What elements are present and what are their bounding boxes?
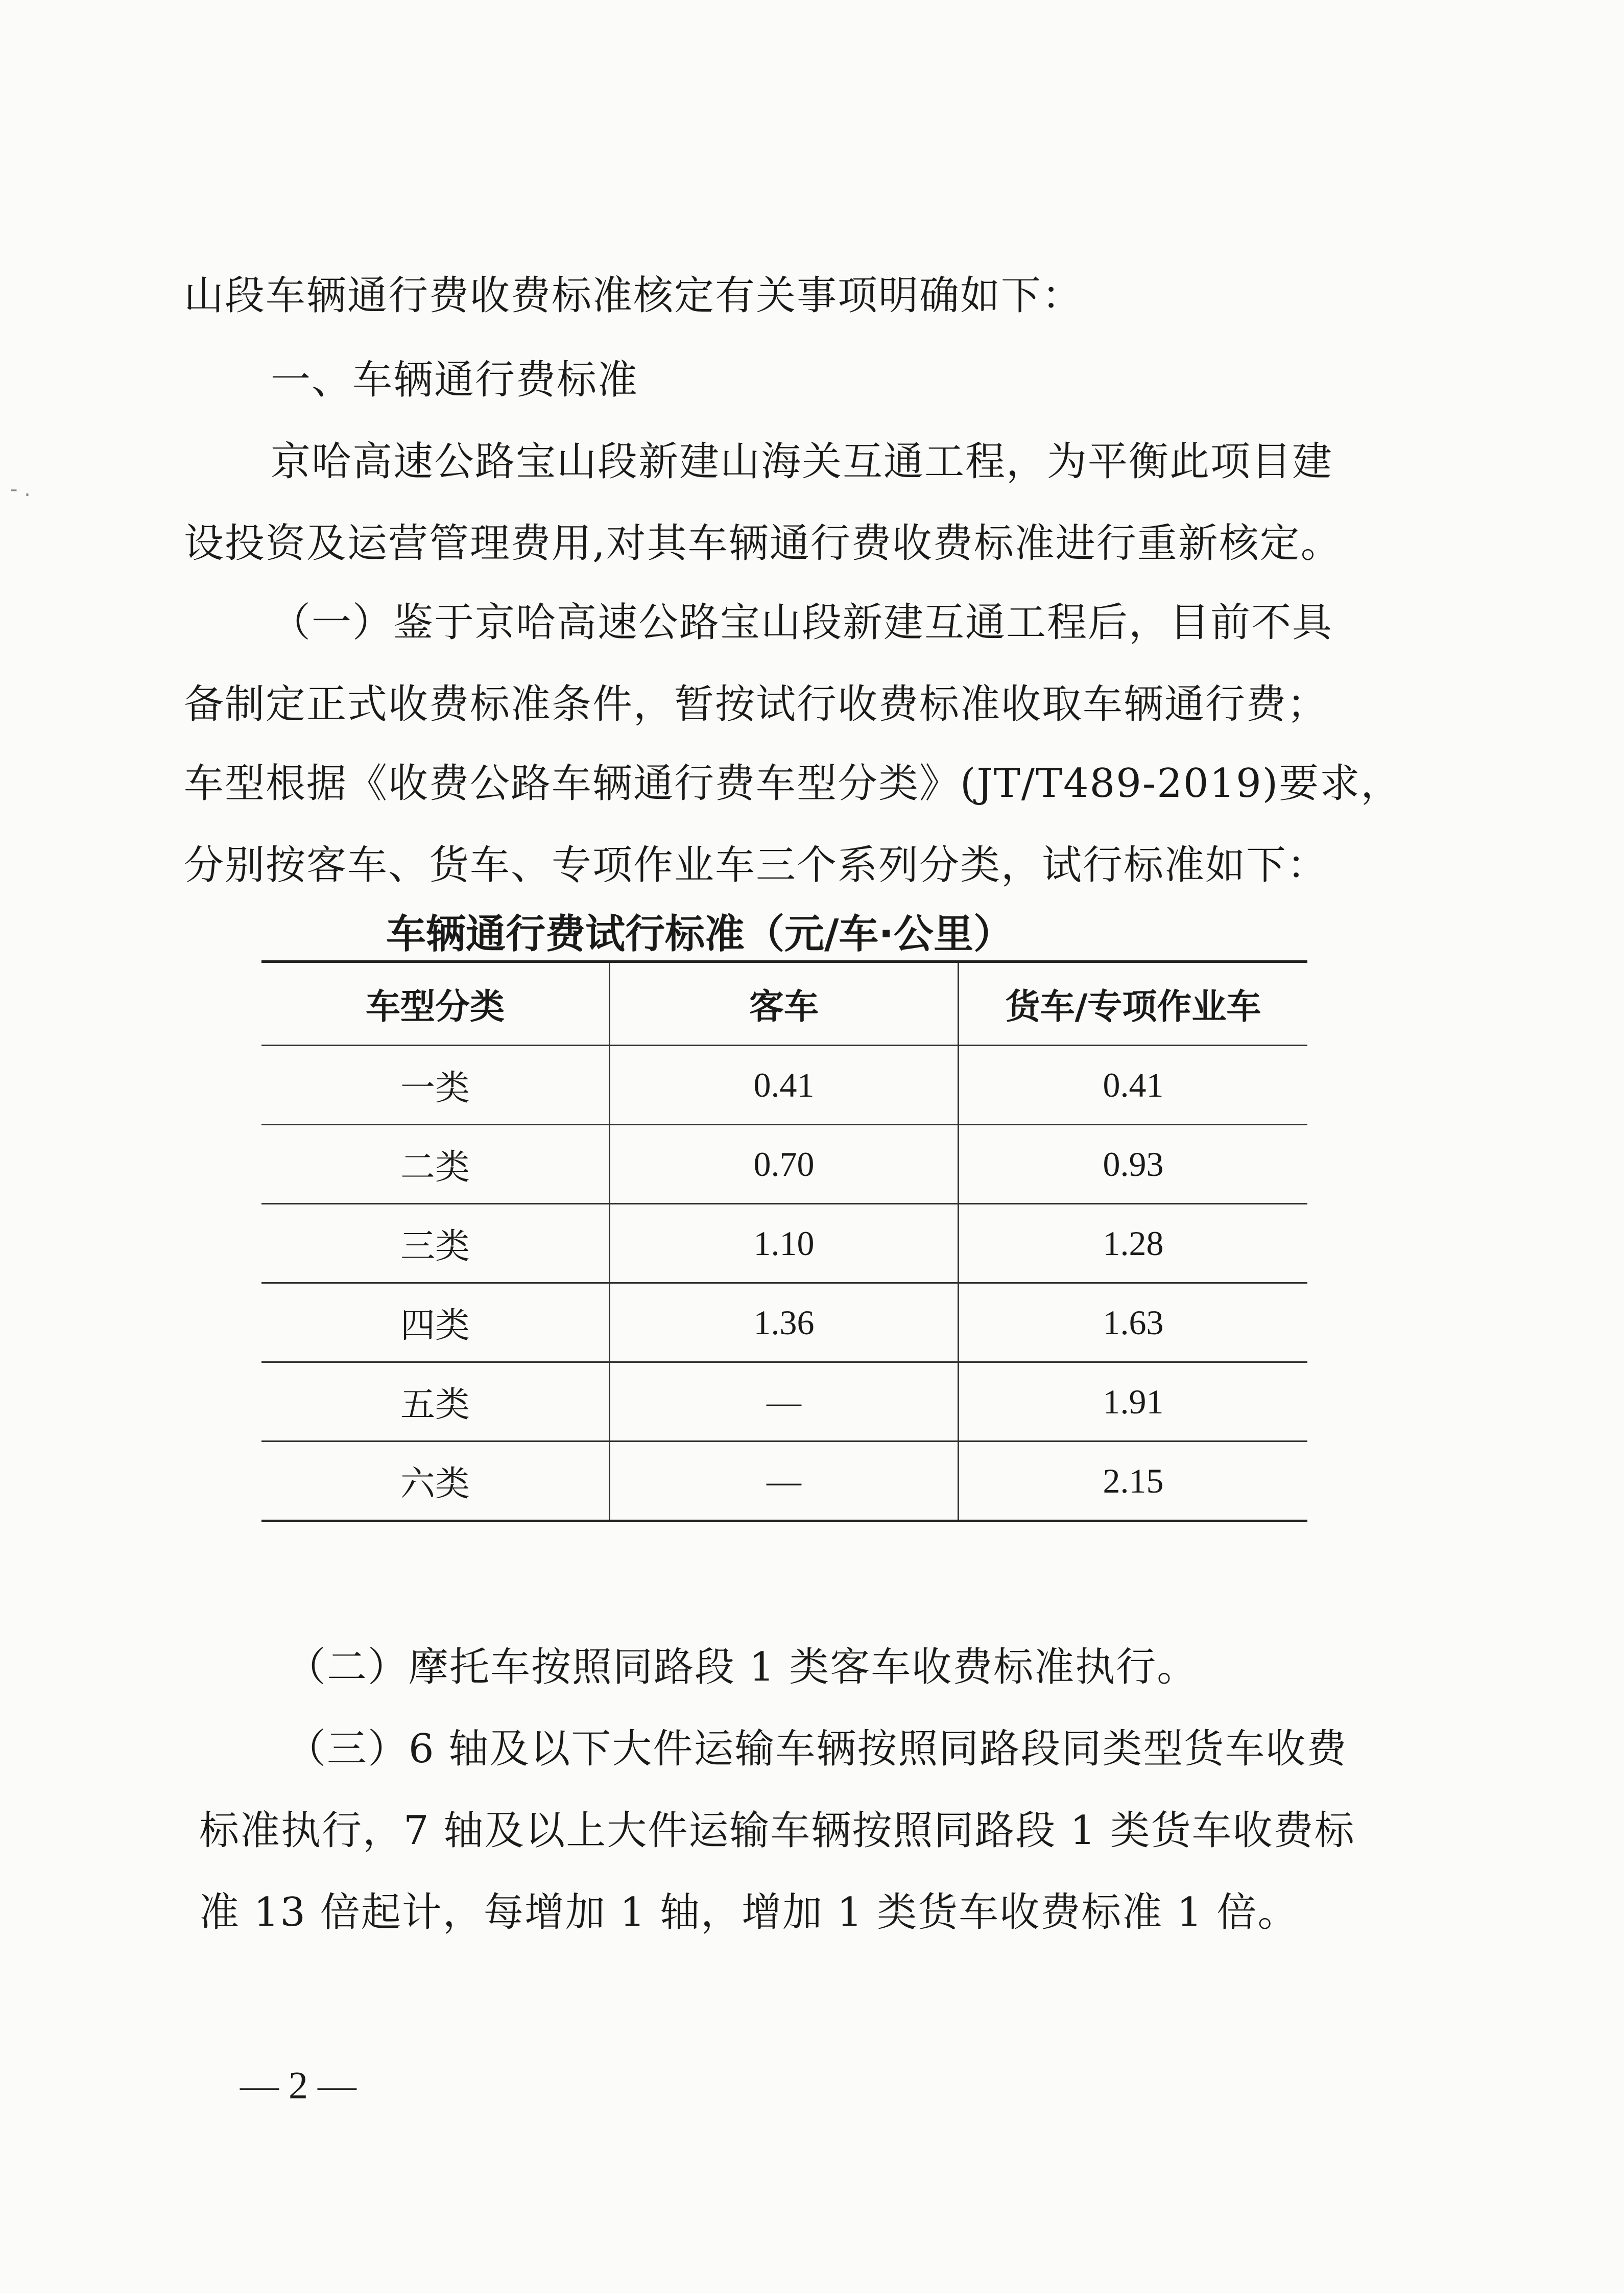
cell-truck: 0.93 (959, 1125, 1308, 1204)
paragraph-line-7: 车型根据《收费公路车辆通行费车型分类》(JT/T489-2019)要求， (184, 761, 1402, 807)
paragraph-line-8: 分别按客车、货车、专项作业车三个系列分类，试行标准如下： (184, 842, 1328, 888)
cell-class: 二类 (261, 1125, 610, 1204)
table-row (261, 1204, 1307, 1283)
cell-class: 三类 (261, 1204, 610, 1283)
cell-truck: 1.28 (959, 1204, 1308, 1283)
table-row (261, 1046, 1307, 1125)
cell-class: 四类 (261, 1283, 610, 1362)
cell-class: 六类 (261, 1441, 610, 1521)
fee-table (261, 960, 1307, 1522)
paragraph-line-4: 设投资及运营管理费用,对其车辆通行费收费标准进行重新核定。 (184, 521, 1342, 566)
table-header-row (261, 962, 1307, 1046)
scan-mark: - . (10, 478, 31, 501)
table-row (261, 1125, 1307, 1204)
cell-class: 五类 (261, 1362, 610, 1441)
paragraph-line-5: （一）鉴于京哈高速公路宝山段新建互通工程后，目前不具 (271, 600, 1333, 646)
paragraph-line-3: 京哈高速公路宝山段新建山海关互通工程，为平衡此项目建 (271, 439, 1333, 485)
table-row (261, 1441, 1307, 1521)
cell-truck: 2.15 (959, 1441, 1308, 1521)
cell-truck: 0.41 (959, 1046, 1308, 1125)
cell-passenger: — (610, 1362, 959, 1441)
header-passenger: 客车 (610, 962, 959, 1046)
cell-class: 一类 (261, 1046, 610, 1125)
cell-passenger: 1.36 (610, 1283, 959, 1362)
header-vehicle-class: 车型分类 (261, 962, 610, 1046)
paragraph-line-1: 山段车辆通行费收费标准核定有关事项明确如下： (184, 273, 1083, 319)
table-row (261, 1283, 1307, 1362)
paragraph-oversize-1: （三）6 轴及以下大件运输车辆按照同路段同类型货车收费 (286, 1726, 1348, 1772)
cell-passenger: — (610, 1441, 959, 1521)
page-number: — 2 — (240, 2064, 356, 2107)
cell-passenger: 1.10 (610, 1204, 959, 1283)
cell-truck: 1.91 (959, 1362, 1308, 1441)
header-truck: 货车/专项作业车 (959, 962, 1308, 1046)
paragraph-oversize-3: 准 13 倍起计，每增加 1 轴，增加 1 类货车收费标准 1 倍。 (199, 1889, 1299, 1935)
paragraph-oversize-2: 标准执行，7 轴及以上大件运输车辆按照同路段 1 类货车收费标 (199, 1808, 1355, 1854)
cell-truck: 1.63 (959, 1283, 1308, 1362)
section-heading: 一、车辆通行费标准 (271, 357, 639, 403)
cell-passenger: 0.41 (610, 1046, 959, 1125)
cell-passenger: 0.70 (610, 1125, 959, 1204)
paragraph-motorcycle: （二）摩托车按照同路段 1 类客车收费标准执行。 (286, 1644, 1198, 1690)
paragraph-line-6: 备制定正式收费标准条件，暂按试行收费标准收取车辆通行费； (184, 681, 1328, 727)
table-row (261, 1362, 1307, 1441)
table-title: 车辆通行费试行标准（元/车·公里） (386, 911, 1014, 957)
